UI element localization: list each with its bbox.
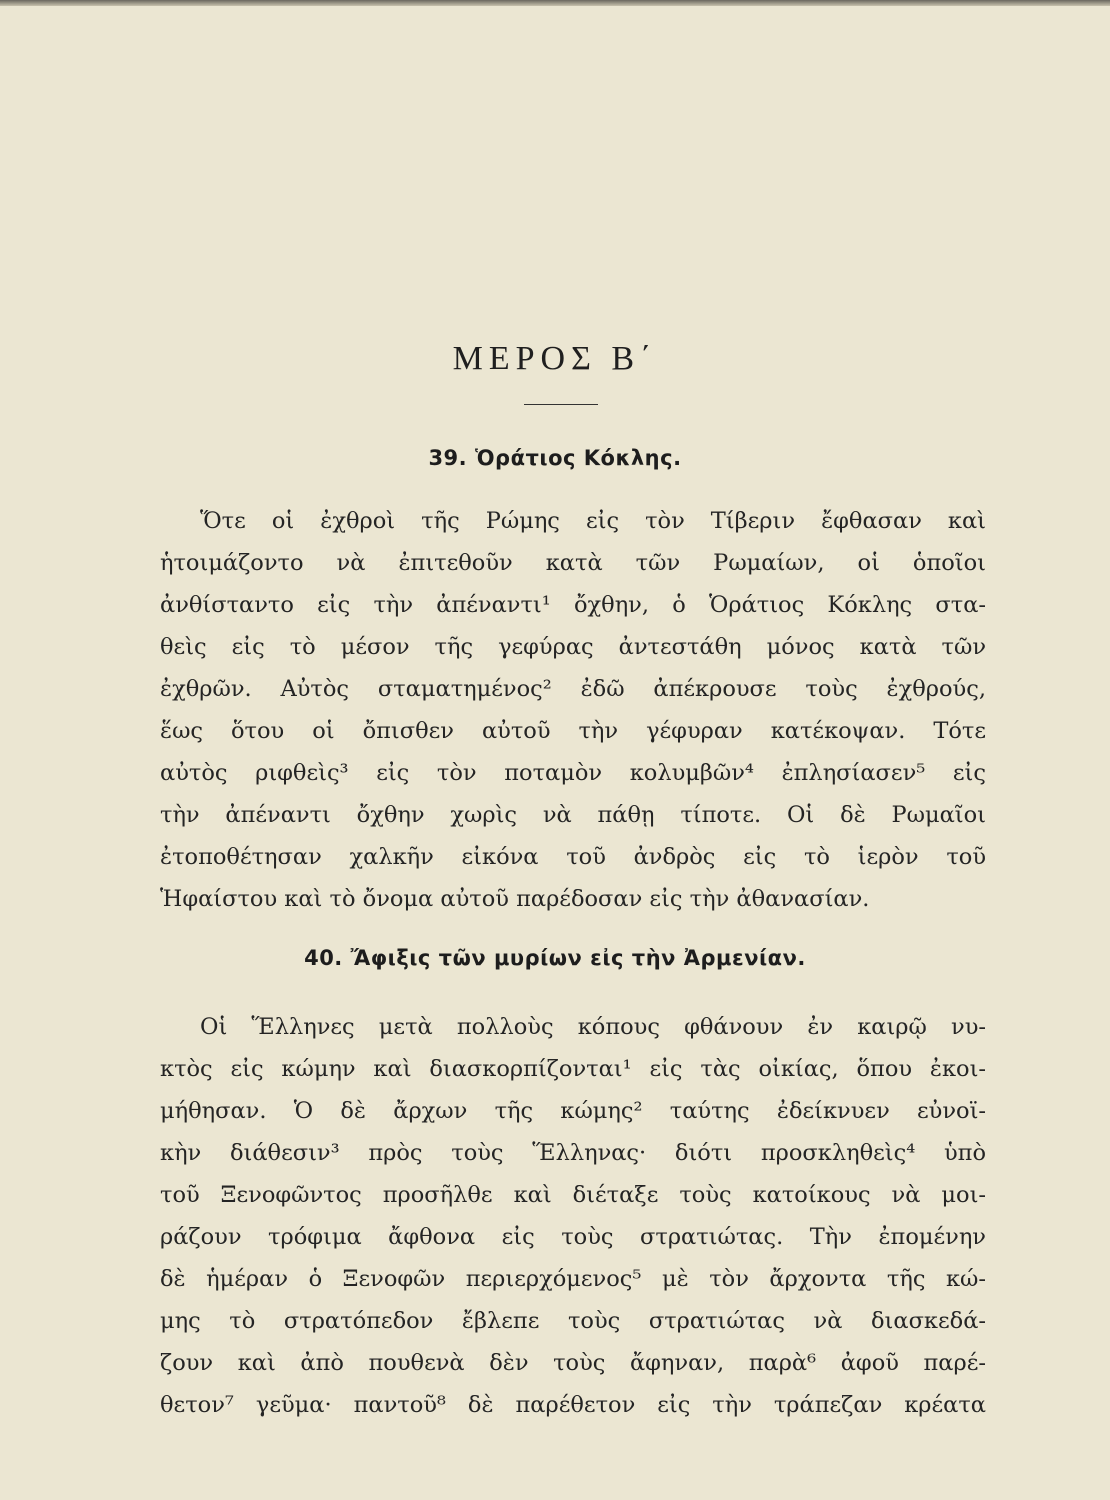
text-line: θεὶς εἰς τὸ μέσον τῆς γεφύρας ἀντεστάθη μόνος κατὰ τῶν	[160, 634, 986, 660]
text-line: ἕως ὅτου οἱ ὄπισθεν αὐτοῦ τὴν γέφυραν κατέκοψαν. Τότε	[160, 718, 986, 744]
section-heading-39: 39. Ὁράτιος Κόκλης.	[428, 446, 682, 470]
text-line: ἐτοποθέτησαν χαλκῆν εἰκόνα τοῦ ἀνδρὸς εἰς τὸ ἱερὸν τοῦ	[160, 844, 986, 870]
text-line: ζουν καὶ ἀπὸ πουθενὰ δὲν τοὺς ἄφηναν, παρὰ⁶ ἀφοῦ παρέ-	[160, 1350, 986, 1376]
text-line: θετον⁷ γεῦμα· παντοῦ⁸ δὲ παρέθετον εἰς τὴν τράπεζαν κρέατα	[160, 1392, 986, 1418]
section-heading-40: 40. Ἄφιξις τῶν μυρίων εἰς τὴν Ἀρμενίαν.	[304, 946, 806, 970]
text-line: μης τὸ στρατόπεδον ἔβλεπε τοὺς στρατιώτας νὰ διασκεδά-	[160, 1308, 986, 1334]
text-line: Ἡφαίστου καὶ τὸ ὄνομα αὐτοῦ παρέδοσαν εἰς τὴν ἀθανασίαν.	[160, 886, 870, 912]
section-39-paragraph	[160, 500, 986, 920]
text-line: αὐτὸς ριφθεὶς³ εἰς τὸν ποταμὸν κολυμβῶν⁴ ἐπλησίασεν⁵ εἰς	[160, 760, 986, 786]
text-line: ἡτοιμάζοντο νὰ ἐπιτεθοῦν κατὰ τῶν Ρωμαίων, οἱ ὁποῖοι	[160, 550, 986, 576]
part-title: ΜΕΡΟΣ Β΄	[452, 340, 658, 377]
page-top-edge	[0, 0, 1110, 6]
text-line: τὴν ἀπέναντι ὄχθην χωρὶς νὰ πάθῃ τίποτε. Οἱ δὲ Ρωμαῖοι	[160, 802, 986, 828]
text-line: κὴν διάθεσιν³ πρὸς τοὺς Ἕλληνας· διότι προσκληθεὶς⁴ ὑπὸ	[160, 1140, 986, 1166]
text-line: ἀνθίσταντο εἰς τὴν ἀπέναντι¹ ὄχθην, ὁ Ὁράτιος Κόκλης στα-	[160, 592, 986, 618]
text-line: Οἱ Ἕλληνες μετὰ πολλοὺς κόπους φθάνουν ἐν καιρῷ νυ-	[200, 1014, 986, 1040]
text-line: ράζουν τρόφιμα ἄφθονα εἰς τοὺς στρατιώτας. Τὴν ἐπομένην	[160, 1224, 986, 1250]
text-line: ἐχθρῶν. Αὐτὸς σταματημένος² ἐδῶ ἀπέκρουσε τοὺς ἐχθρούς,	[160, 676, 986, 702]
text-line: Ὅτε οἱ ἐχθροὶ τῆς Ρώμης εἰς τὸν Τίβεριν ἔφθασαν καὶ	[200, 508, 986, 534]
text-line: μήθησαν. Ὁ δὲ ἄρχων τῆς κώμης² ταύτης ἐδείκνυεν εὐνοϊ-	[160, 1098, 986, 1124]
text-line: δὲ ἡμέραν ὁ Ξενοφῶν περιερχόμενος⁵ μὲ τὸν ἄρχοντα τῆς κώ-	[160, 1266, 986, 1292]
title-divider	[524, 404, 598, 405]
text-line: τοῦ Ξενοφῶντος προσῆλθε καὶ διέταξε τοὺς κατοίκους νὰ μοι-	[160, 1182, 986, 1208]
text-line: κτὸς εἰς κώμην καὶ διασκορπίζονται¹ εἰς τὰς οἰκίας, ὅπου ἐκοι-	[160, 1056, 986, 1082]
section-40-paragraph	[160, 1006, 986, 1426]
